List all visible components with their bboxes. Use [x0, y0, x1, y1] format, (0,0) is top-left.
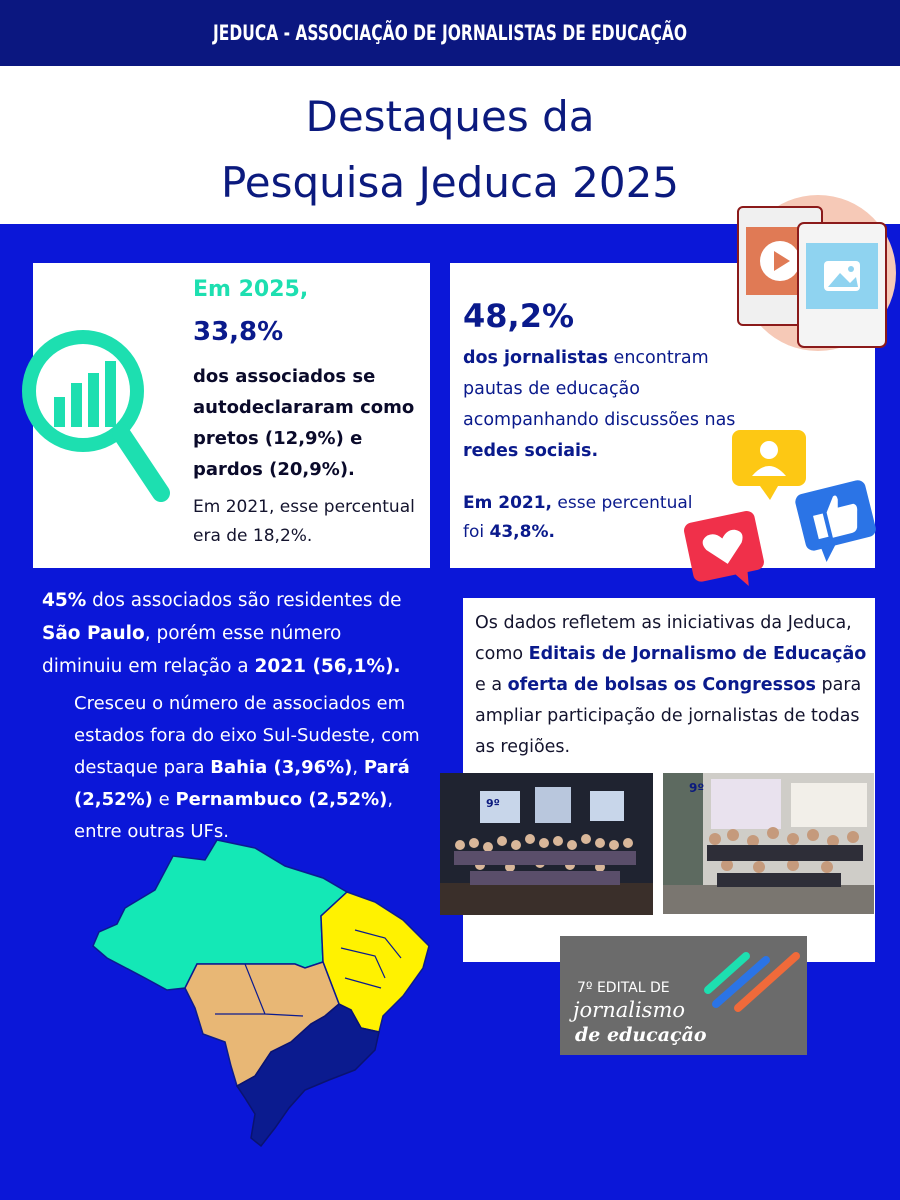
thumbs-up-icon [795, 480, 881, 562]
congress-group-photo-2 [663, 773, 874, 914]
heart-bubble-icon [683, 506, 769, 596]
social-bold-subject: dos jornalistas [463, 348, 608, 368]
header-bar [0, 0, 900, 66]
brazil-regions-map [85, 838, 435, 1150]
residents-text [42, 584, 422, 683]
social-note-value: 43,8%. [489, 522, 555, 542]
edital-stripes-logo-icon [700, 946, 804, 1016]
header-org-name: JEDUCA - ASSOCIAÇÃO DE JORNALISTAS DE EDUCAÇÃO [212, 21, 688, 45]
race-2021-note: Em 2021, esse percentual era de 18,2%. [193, 497, 415, 546]
social-percent: 48,2% [463, 297, 575, 335]
residents-t1: dos associados são residentes de [86, 590, 402, 611]
growth-intro: Cresceu o número de associados em estados fora do eixo Sul-Sudeste, com destaque para [74, 693, 420, 778]
growth-sep2: e [152, 789, 176, 810]
residents-pct: 45% [42, 590, 87, 611]
edital-line3: de educação [575, 1024, 707, 1046]
page-title-line1: Destaques da [305, 92, 595, 141]
growth-tail: , entre outras UFs. [74, 789, 394, 842]
social-text: encontram pautas de educação acompanhando discussões nas [463, 348, 736, 430]
growth-sep1: , [352, 757, 364, 778]
congress-group-photo-1 [440, 773, 653, 915]
social-description [463, 343, 743, 467]
page-title-line2: Pesquisa Jeduca 2025 [220, 158, 680, 207]
initiatives-text [475, 608, 873, 763]
residents-t2: , porém esse número diminuiu em relação a [42, 623, 342, 677]
social-note-year: Em 2021, [463, 493, 553, 513]
initiatives-t3: para ampliar participação de jornalistas de todas as regiões. [475, 675, 862, 757]
growth-text [74, 688, 444, 848]
race-description: dos associados se autodeclararam como pretos (12,9%) e pardos (20,9%). [193, 366, 415, 480]
photo1-badge: 9º [486, 797, 500, 810]
edital-line2: jornalismo [573, 998, 686, 1022]
initiatives-t2: e a [475, 675, 508, 695]
edital-line1: 7º EDITAL DE [577, 980, 670, 996]
growth-bahia: Bahia (3,96%) [210, 757, 353, 778]
social-note-text: esse percentual foi [463, 493, 693, 542]
photo-illustration-1 [440, 773, 653, 915]
social-bold-networks: redes sociais. [463, 441, 599, 461]
race-stat-card [33, 263, 430, 568]
social-2021-note [463, 489, 693, 547]
growth-pernambuco: Pernambuco (2,52%) [175, 789, 388, 810]
race-percent: 33,8% [193, 317, 284, 347]
growth-para: Pará (2,52%) [74, 757, 410, 810]
initiatives-t1: Os dados refletem as iniciativas da Jeduca, como [475, 613, 852, 664]
edital-logo [560, 936, 807, 1055]
residents-sao-paulo: São Paulo [42, 623, 145, 644]
magnifier-chart-icon [21, 317, 171, 507]
residents-2021: 2021 (56,1%). [254, 656, 401, 677]
race-year: Em 2025, [193, 277, 309, 302]
photo2-badge: 9º [689, 781, 705, 795]
initiatives-editais: Editais de Jornalismo de Educação [528, 644, 867, 664]
social-media-phones-icon [728, 193, 898, 353]
initiatives-bolsas: oferta de bolsas os Congressos [507, 675, 816, 695]
